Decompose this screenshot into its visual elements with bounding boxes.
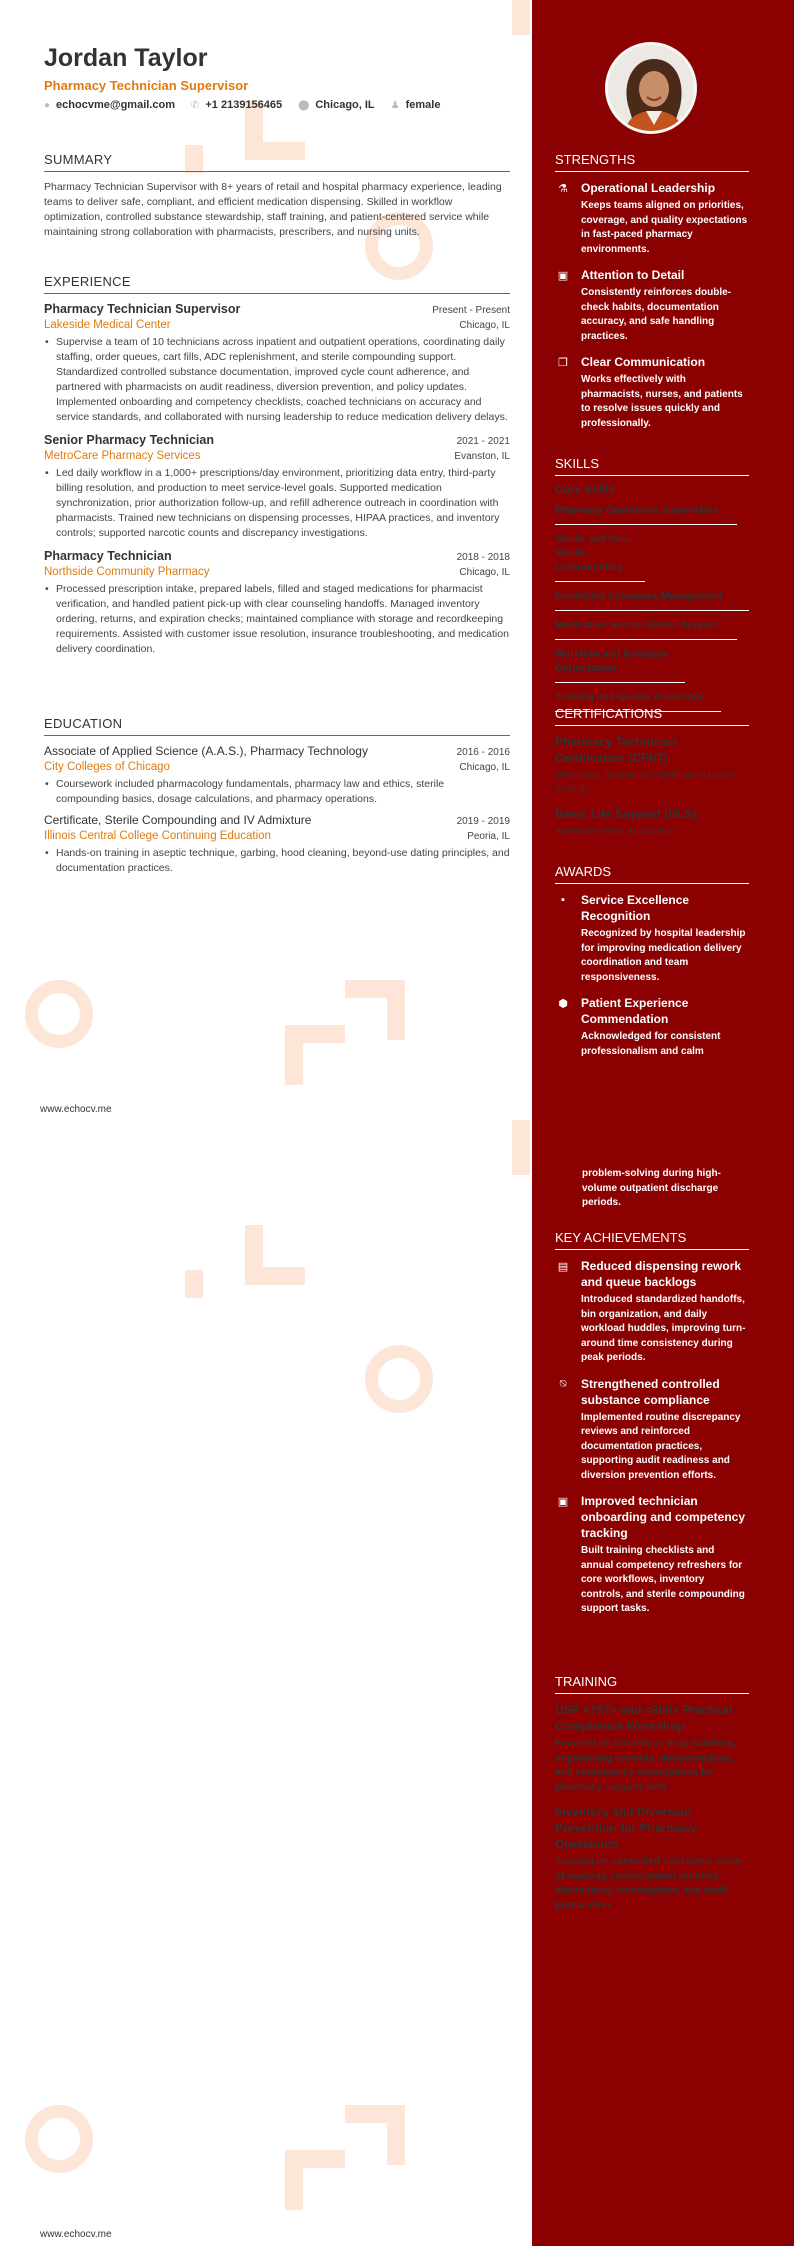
award-desc: problem-solving during high-volume outpatient discharge periods. [582,1168,721,1208]
strengths-section [555,152,749,441]
summary-section [44,152,510,240]
job-bullet: • Processed prescription intake, prepared labels, filled and staged medications for pharmacist verification, and handled patient pick-up with clear counseling handoffs. Managed inventory ordering, returns, and expiration checks; maintained compliance with storage and recordkeeping requirements. Assisted with customer issue resolution, insurance troubleshooting, and medication delivery coordination. [56,582,510,657]
strength-title: Operational Leadership [581,181,716,195]
phone-text: +1 2139156465 [205,99,283,111]
cert-issuer: American Heart Association [555,826,678,837]
school-name: Illinois Central College Continuing Education [44,830,271,842]
strength-desc: Keeps teams aligned on priorities, coverage, and quality expectations in fast-paced pharmacy environments. [581,200,748,255]
skill-item: Sterile and Non-Sterile Compounding [555,533,645,582]
job-title: Pharmacy Technician [44,549,172,563]
flask-icon: ⚗ [558,183,568,195]
decor-corner-shape [345,980,405,1040]
achievement-title: Improved technician onboarding and competency tracking [581,1494,746,1540]
decor-corner-shape [285,1025,345,1085]
location-text: Chicago, IL [315,99,375,111]
job-entry [44,302,510,425]
achievement-item [555,1493,749,1617]
job-dates: Present - Present [432,305,510,316]
job-bullet: • Led daily workflow in a 1,000+ prescriptions/day environment, prioritizing data entry, third-party billing resolution, and production to meet service-level goals. Supported medication synchronization, prior authorization follow-up, and refill adherence outreach in coordination with pharmacists. Trained new technicians on dispensing processes, HIPAA practices, and inventory controls; supported narcotic counts and discrepancy investigations. [56,466,510,541]
decor-ring-shape [365,1345,433,1413]
job-bullet: • Supervise a team of 10 technicians across inpatient and outpatient operations, coordinating daily staffing, order queues, cart fills, ADC replenishment, and sterile compounding support. Standardized controlled substance documentation, improved cycle count adherence, and partnered with pharmacists on audit readiness, diversion prevention, and policy updates. Implemented onboarding and competency checklists, coached technicians on accuracy and service standards, and collaborated with nursing leadership to reduce medication delivery delays. [56,335,510,425]
profile-photo [605,42,697,134]
achievement-desc: Built training checklists and annual competency refreshers for core workflows, inventory controls, and sterile compounding support tasks. [581,1545,745,1614]
award-item [555,995,749,1059]
award-title: Service Excellence Recognition [581,893,690,923]
strength-item [555,267,749,344]
achievement-desc: Introduced standardized handoffs, bin organization, and daily workload huddles, improving turn-around time consistency during peak periods. [581,1294,746,1363]
cert-issuer: Pharmacy Technician Certification Board (PTCB) [555,770,735,795]
school-name: City Colleges of Chicago [44,761,170,773]
candidate-name: Jordan Taylor [44,44,208,72]
decor-corner-shape [185,1270,223,1298]
contact-gender [391,99,441,111]
awards-section [555,864,749,1069]
email-icon: ● [44,99,51,111]
phone-icon: ✆ [190,99,200,111]
skill-item: Controlled Substance Management [555,590,749,611]
achievements-heading: KEY ACHIEVEMENTS [555,1230,749,1250]
strengths-heading: STRENGTHS [555,152,749,172]
skills-subheading: Core Skills [555,484,615,496]
job-company: Lakeside Medical Center [44,319,171,331]
achievement-desc: Implemented routine discrepancy reviews and reinforced documentation practices, supporting audit readiness and diversion prevention efforts. [581,1411,741,1481]
award-title: Patient Experience Commendation [581,996,689,1026]
contact-location [298,99,374,111]
contact-bar [44,99,440,111]
certifications-heading: CERTIFICATIONS [555,706,749,726]
experience-section [44,274,510,657]
training-desc: Focused on hazardous drug handling, engineering controls, documentation, and competency expectations for pharmacy support staff. [555,1738,737,1793]
decor-ring-shape [25,2105,93,2173]
footer-url-link[interactable]: www.echocv.me [40,1104,112,1115]
strength-title: Attention to Detail [581,268,685,282]
training-desc: Training on controlled substance chain-of-custody, reconciliation routines, discrepancy investigation, and audit preparation. [555,1856,745,1911]
award-desc: Acknowledged for consistent professionalism and calm [581,1031,721,1057]
award-desc: Recognized by hospital leadership for improving medication delivery coordination and team responsiveness. [581,928,746,983]
strength-title: Clear Communication [581,355,706,369]
education-section [44,716,510,876]
decor-corner-shape [345,2105,405,2165]
location-pin-icon: ⬤ [298,99,310,111]
strength-item [555,180,749,257]
training-title: USP <797> and <800> Practical Compliance Workshop [555,1703,733,1733]
school-location: Chicago, IL [459,762,510,773]
email-text: echocvme@gmail.com [56,99,175,111]
summary-heading: SUMMARY [44,152,510,172]
education-bullet: • Hands-on training in aseptic technique, garbing, hood cleaning, beyond-use dating principles, and documentation practices. [56,846,510,876]
job-title: Pharmacy Technician Supervisor [44,302,241,316]
candidate-role: Pharmacy Technician Supervisor [44,78,249,93]
document-icon: ▤ [557,1261,569,1273]
job-dates: 2021 - 2021 [456,436,510,447]
job-entry [44,433,510,541]
skill-item: Medication Reconciliation Support [555,619,737,640]
skill-item: Workflow and Inventory Optimization [555,648,685,683]
job-company: Northside Community Pharmacy [44,566,210,578]
summary-text: Pharmacy Technician Supervisor with 8+ years of retail and hospital pharmacy experience, leading teams to deliver safe, compliant, and efficient medication dispensing. Skilled in workflow optimization, controlled substance stewardship, staff training, and patient-centered service while maintaining strong collaboration with pharmacists, prescribers, and nursing units. [44,181,502,238]
award-desc-continued [582,1164,749,1211]
job-title: Senior Pharmacy Technician [44,433,214,447]
chart-icon: ▣ [557,270,569,282]
copy-icon: ❐ [558,357,568,369]
job-location: Chicago, IL [459,567,510,578]
education-heading: EDUCATION [44,716,510,736]
job-location: Evanston, IL [454,451,510,462]
school-location: Peoria, IL [467,831,510,842]
training-section [555,1674,749,1922]
cert-title: Basic Life Support (BLS) [555,807,697,821]
decor-corner-shape [245,1225,305,1285]
experience-heading: EXPERIENCE [44,274,510,294]
achievement-title: Reduced dispensing rework and queue backlogs [581,1259,742,1289]
footer-url-link[interactable]: www.echocv.me [40,2229,112,2240]
training-title: Inventory and Diversion Prevention for Pharmacy Operations [555,1805,698,1851]
degree-title: Associate of Applied Science (A.A.S.), Pharmacy Technology [44,744,368,758]
achievements-section [555,1230,749,1627]
strength-desc: Consistently reinforces double-check habits, documentation accuracy, and safe handling practices. [581,287,732,342]
skill-item: Pharmacy Operations Supervision [555,504,737,525]
decor-corner-shape [470,1120,530,1175]
achievement-item [555,1376,749,1484]
strength-item [555,354,749,431]
education-entry [44,813,510,876]
training-heading: TRAINING [555,1674,749,1694]
cube-icon: ⬢ [558,998,568,1010]
decor-ring-shape [25,980,93,1048]
skill-item: Training and Quality Assurance [555,691,721,712]
skills-heading: SKILLS [555,456,749,476]
education-bullet: • Coursework included pharmacology fundamentals, pharmacy law and ethics, sterile compounding basics, dosage calculations, and pharmacy operations. [56,777,510,807]
strength-desc: Works effectively with pharmacists, nurses, and patients to resolve issues quickly and professionally. [581,374,743,429]
badge-icon: ▪ [561,894,565,906]
gender-text: female [405,99,441,111]
contact-phone[interactable] [191,99,282,111]
decor-corner-shape [470,0,530,35]
achievement-item [555,1258,749,1366]
education-dates: 2016 - 2016 [456,747,510,758]
awards-heading: AWARDS [555,864,749,884]
job-dates: 2018 - 2018 [456,552,510,563]
job-company: MetroCare Pharmacy Services [44,450,201,462]
education-dates: 2019 - 2019 [456,816,510,827]
cert-title: Pharmacy Technician Certification (CPhT) [555,735,678,765]
job-entry [44,549,510,657]
education-entry [44,744,510,807]
degree-title: Certificate, Sterile Compounding and IV Admixture [44,813,312,827]
award-item [555,892,749,985]
contact-email[interactable] [44,99,175,111]
person-icon: ♟ [390,99,400,111]
job-location: Chicago, IL [459,320,510,331]
certifications-section [555,706,749,848]
decor-corner-shape [285,2150,345,2210]
skills-section [555,456,749,720]
chart-icon: ▣ [557,1496,569,1508]
muted-bell-icon: ⍉ [559,1377,567,1390]
achievement-title: Strengthened controlled substance compliance [581,1376,720,1407]
